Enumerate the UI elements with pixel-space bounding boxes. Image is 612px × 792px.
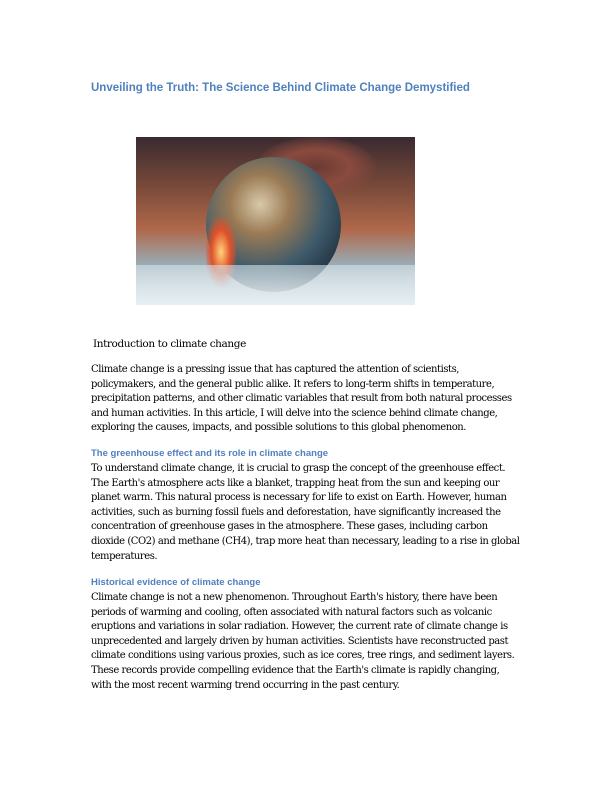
text-line: precipitation patterns, and other climatic variables that result from both natural processes	[91, 393, 512, 405]
intro-heading: Introduction to climate change	[93, 338, 246, 350]
text-line: and human activities. In this article, I will delve into the science behind climate change,	[91, 407, 498, 419]
text-line: To understand climate change, it is crucial to grasp the concept of the greenhouse effect.	[91, 463, 506, 474]
section-heading-historical: Historical evidence of climate change	[91, 577, 261, 588]
greenhouse-paragraph	[91, 462, 520, 564]
text-line: concentration of greenhouse gases in the atmosphere. These gases, including carbon	[91, 521, 488, 533]
text-line: temperatures.	[91, 550, 158, 562]
water-reflection	[136, 265, 415, 305]
text-line: eruptions and variations in solar radiation. However, the current rate of climate change is	[91, 621, 508, 633]
text-line: These records provide compelling evidence that the Earth's climate is rapidly changing,	[91, 664, 500, 676]
text-line: with the most recent warming trend occurring in the past century.	[91, 679, 400, 691]
text-line: periods of warming and cooling, often associated with natural factors such as volcanic	[91, 606, 492, 618]
intro-paragraph	[91, 363, 512, 436]
historical-paragraph	[91, 591, 514, 693]
text-line: Climate change is a pressing issue that has captured the attention of scientists,	[91, 364, 459, 375]
text-line: activities, such as burning fossil fuels and deforestation, have significantly increased the	[91, 506, 501, 518]
text-line: dioxide (CO2) and methane (CH4), trap more heat than necessary, leading to a rise in global	[91, 535, 520, 547]
text-line: exploring the causes, impacts, and possible solutions to this global phenomenon.	[91, 422, 467, 434]
text-line: Climate change is not a new phenomenon. Throughout Earth's history, there have been	[91, 592, 498, 603]
text-line: unprecedented and largely driven by human activities. Scientists have reconstructed past	[91, 635, 509, 647]
text-line: planet warm. This natural process is necessary for life to exist on Earth. However, human	[91, 492, 507, 504]
text-line: climate conditions using various proxies, such as ice cores, tree rings, and sediment layers.	[91, 650, 515, 662]
earth-climate-illustration	[136, 137, 415, 305]
text-line: The Earth's atmosphere acts like a blanket, trapping heat from the sun and keeping our	[91, 477, 500, 489]
document-title: Unveiling the Truth: The Science Behind Climate Change Demystified	[91, 82, 470, 94]
text-line: policymakers, and the general public alike. It refers to long-term shifts in temperature,	[91, 378, 495, 390]
section-heading-greenhouse: The greenhouse effect and its role in climate change	[91, 448, 329, 459]
